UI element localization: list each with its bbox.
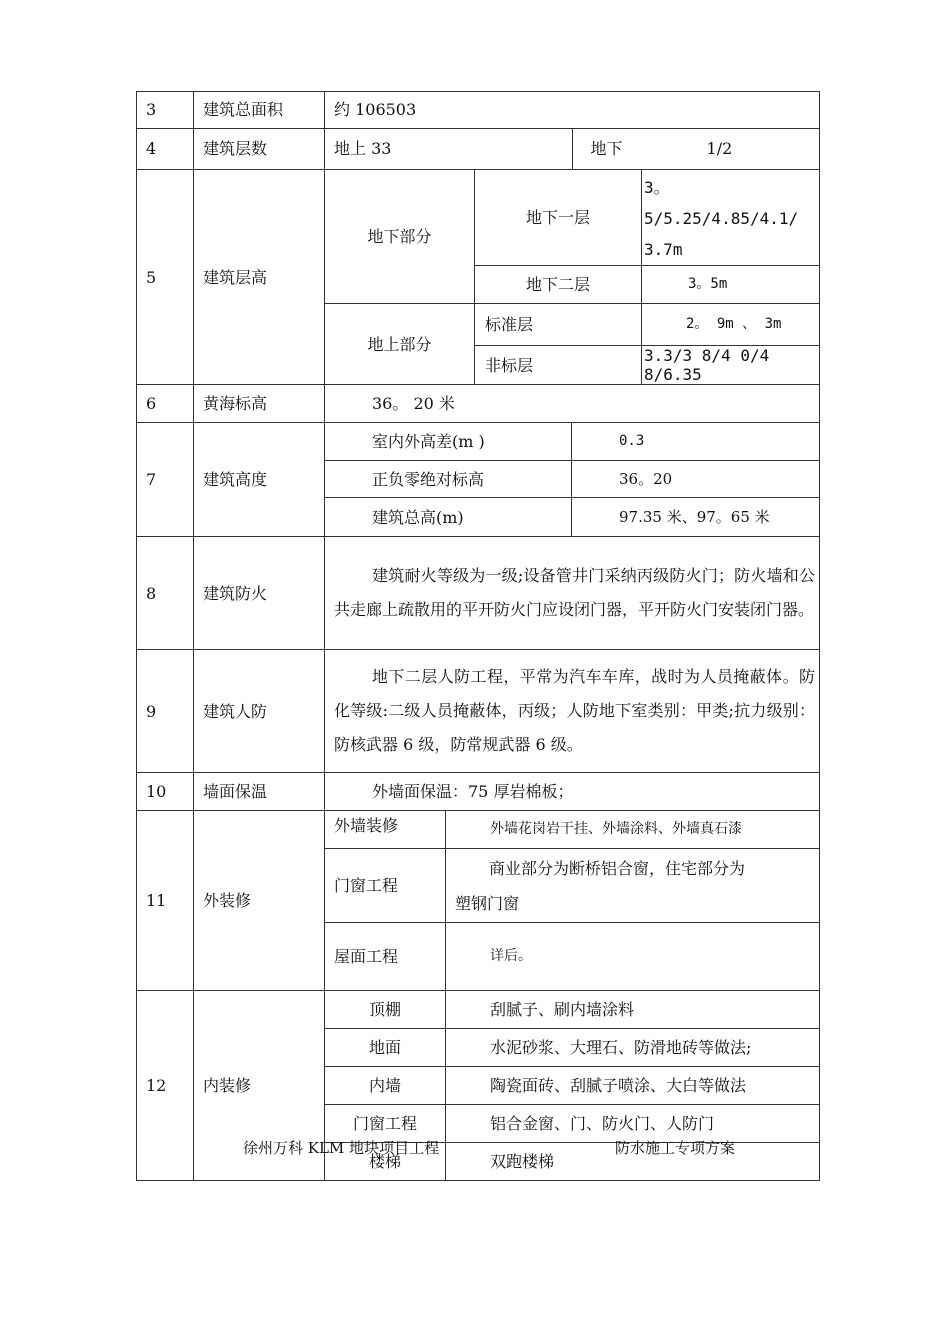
row-number: 10: [137, 773, 194, 811]
decoration-item-name: 屋面工程: [325, 923, 446, 991]
row-label: 建筑层高: [194, 170, 325, 385]
row-number: 9: [137, 650, 194, 773]
row-number: 8: [137, 537, 194, 650]
row-label: 外装修: [194, 811, 325, 991]
row-label: 建筑人防: [194, 650, 325, 773]
interior-item-value: 铝合金窗、门、防火门、人防门: [446, 1105, 820, 1143]
row-number: 11: [137, 811, 194, 991]
row-number: 3: [137, 92, 194, 129]
floor-name: 非标层: [475, 346, 642, 385]
row-number: 4: [137, 129, 194, 170]
floor-name: 地下二层: [475, 266, 642, 304]
interior-item-value: 陶瓷面砖、刮腻子喷涂、大白等做法: [446, 1067, 820, 1105]
row-number: 12: [137, 991, 194, 1181]
decoration-item-name: 门窗工程: [325, 849, 446, 923]
footer-project-name: 徐州万科 KLM 地块项目工程: [243, 1139, 440, 1157]
floor-name: 地下一层: [475, 170, 642, 266]
floor-height: 2。 9m 、 3m: [642, 304, 820, 346]
interior-item-value: 水泥砂浆、大理石、防滑地砖等做法;: [446, 1029, 820, 1067]
civil-defense-text: 地下二层人防工程，平常为汽车车库，战时为人员掩蔽体。防化等级:二级人员掩蔽体，丙级；人防地下室类别：甲类;抗力级别：防核武器 6 级，防常规武器 6 级。: [325, 650, 820, 773]
table-row: [137, 537, 820, 650]
row-value: 36。 20 米: [325, 385, 820, 423]
row-value: 约 106503: [325, 92, 820, 129]
interior-item-name: 内墙: [325, 1067, 446, 1105]
underground-group: 地下部分: [325, 170, 475, 304]
row-number: 6: [137, 385, 194, 423]
height-item-value: 97.35 米、97。65 米: [572, 498, 820, 537]
table-row: [137, 170, 820, 385]
table-row: [137, 423, 820, 537]
height-item-name: 建筑总高(m): [325, 498, 572, 537]
decoration-item-name: 外墙装修: [325, 811, 446, 849]
aboveground-group: 地上部分: [325, 304, 475, 385]
interior-item-name: 门窗工程: [325, 1105, 446, 1143]
table-row: [137, 650, 820, 773]
floors-below-value: 1/2: [706, 139, 733, 159]
height-item-value: 36。20: [572, 461, 820, 498]
interior-item-name: 楼梯: [325, 1143, 446, 1181]
decoration-item-value: 详后。: [446, 923, 820, 991]
table-row: [137, 773, 820, 811]
row-number: 7: [137, 423, 194, 537]
table-row: [137, 811, 820, 991]
row-number: 5: [137, 170, 194, 385]
decoration-item-value: 外墙花岗岩干挂、外墙涂料、外墙真石漆: [446, 811, 820, 849]
height-item-name: 正负零绝对标高: [325, 461, 572, 498]
row-label: 建筑总面积: [194, 92, 325, 129]
row-value: 外墙面保温：75 厚岩棉板；: [325, 773, 820, 811]
height-item-name: 室内外高差(m ): [325, 423, 572, 461]
interior-item-name: 顶棚: [325, 991, 446, 1029]
row-label: 内装修: [194, 991, 325, 1181]
footer-document-title: 防水施工专项方案: [615, 1139, 736, 1157]
row-label: 墙面保温: [194, 773, 325, 811]
height-item-value: 0.3: [572, 423, 820, 461]
floor-height: 3。5m: [642, 266, 820, 304]
table-row: [137, 92, 820, 129]
decoration-item-value: 商业部分为断桥铝合窗，住宅部分为 塑钢门窗: [446, 849, 820, 923]
floors-below: [572, 129, 820, 169]
row-label: 黄海标高: [194, 385, 325, 423]
interior-item-value: 刮腻子、刷内墙涂料: [446, 991, 820, 1029]
row-label: 建筑层数: [194, 129, 325, 170]
table-row: [137, 385, 820, 423]
floor-height: 3。5/5.25/4.85/4.1/ 3.7m: [642, 170, 820, 266]
floors-above: 地上 33: [334, 139, 392, 159]
table-row: [137, 129, 820, 170]
floor-name: 标准层: [475, 304, 642, 346]
building-spec-table: [136, 91, 820, 1181]
fire-protection-text: 建筑耐火等级为一级;设备管井门采纳丙级防火门；防火墙和公共走廊上疏散用的平开防火门应设闭门器，平开防火门安装闭门器。: [325, 537, 820, 650]
row-label: 建筑高度: [194, 423, 325, 537]
interior-item-name: 地面: [325, 1029, 446, 1067]
floors-below-label: 地下: [590, 139, 623, 159]
row-label: 建筑防火: [194, 537, 325, 650]
floor-height: 3.3/3 8/4 0/4 8/6.35: [642, 346, 820, 385]
interior-item-value: 双跑楼梯: [446, 1143, 820, 1181]
